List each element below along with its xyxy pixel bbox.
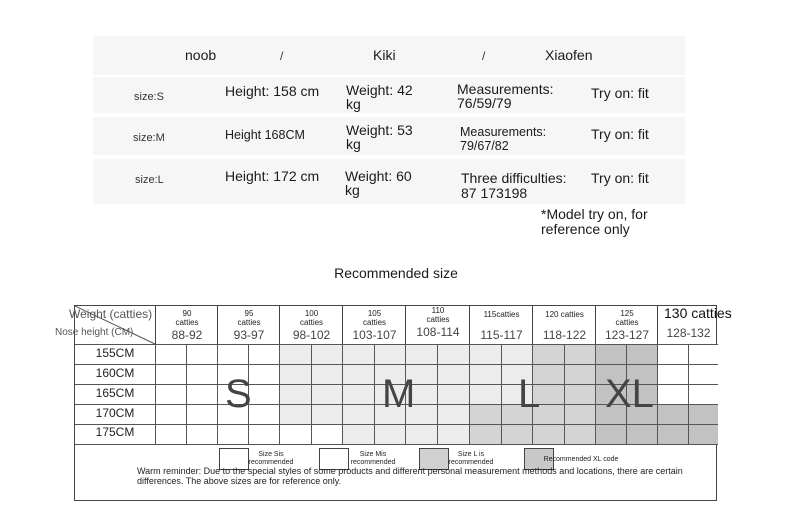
grid-cell	[657, 424, 688, 444]
weight-range: 108-114	[416, 325, 460, 339]
height-170: 170CM	[95, 406, 135, 420]
grid-cell	[279, 364, 311, 384]
grid-cell	[279, 404, 311, 424]
height-175: 175CM	[95, 425, 135, 439]
weight-unit: catties	[175, 318, 199, 327]
weight-value: 130 catties	[664, 305, 732, 321]
weight-axis-label: Weight (catties)	[69, 307, 153, 321]
model-names-row	[93, 36, 685, 75]
weight-col-120	[532, 306, 596, 344]
zone-label-m: M	[382, 372, 416, 416]
model-note: *Model try on, for reference only	[541, 206, 648, 237]
weight-unit: catties	[237, 318, 261, 327]
grid-cell	[186, 344, 217, 364]
grid-cell	[657, 404, 688, 424]
model-row-l	[93, 159, 685, 204]
grid-cell	[501, 424, 532, 444]
height-value: Height: 172 cm	[225, 168, 320, 184]
weight-value: Weight: 53 kg	[346, 122, 413, 152]
weight-col-125	[595, 306, 658, 344]
try-on-value: Try on: fit	[591, 85, 649, 101]
weight-value: 120 catties	[545, 310, 584, 319]
grid-cell	[155, 404, 186, 424]
grid-cell	[311, 364, 342, 384]
weight-value: 125	[620, 309, 634, 318]
grid-cell	[186, 424, 217, 444]
grid-cell	[405, 344, 437, 364]
weight-unit: catties	[362, 318, 387, 327]
model-name-2: Kiki	[373, 47, 396, 63]
weight-range: 103-107	[352, 328, 397, 342]
grid-cell	[437, 384, 469, 404]
grid-cell	[279, 384, 311, 404]
grid-cell	[564, 364, 595, 384]
grid-cell	[342, 424, 374, 444]
grid-cell	[688, 404, 718, 424]
grid-cell	[626, 424, 657, 444]
grid-cell	[437, 364, 469, 384]
grid-cell	[248, 404, 279, 424]
row-divider	[75, 364, 155, 365]
weight-value: 115catties	[483, 310, 520, 319]
row-divider	[75, 424, 155, 425]
weight-col-130	[657, 305, 732, 344]
height-axis-label: Nose height (CM)	[55, 327, 134, 338]
grid-cell	[564, 424, 595, 444]
grid-cell	[155, 364, 186, 384]
grid-cell	[688, 344, 718, 364]
grid-cell	[469, 364, 501, 384]
weight-value: Weight: 42 kg	[346, 82, 413, 112]
grid-cell	[437, 404, 469, 424]
grid-cell	[657, 364, 688, 384]
row-divider	[75, 384, 155, 385]
grid-bottom-line	[75, 444, 718, 445]
weight-col-95	[217, 306, 280, 344]
weight-value: 100	[304, 309, 319, 318]
legend-label-s: Size Sis recommended	[248, 451, 294, 466]
weight-unit: catties	[299, 318, 324, 327]
weight-col-105	[342, 306, 406, 344]
height-value: Height 168CM	[225, 128, 305, 142]
grid-cell	[501, 344, 532, 364]
weight-range: 118-122	[542, 328, 587, 342]
grid-cell	[342, 344, 374, 364]
weight-col-110	[405, 306, 470, 344]
grid-cell	[564, 384, 595, 404]
model-name-3: Xiaofen	[545, 47, 593, 63]
weight-col-100	[279, 306, 343, 344]
size-label: size:L	[135, 174, 164, 186]
weight-value: 90	[182, 309, 192, 318]
try-on-value: Try on: fit	[591, 126, 649, 142]
zone-label-l: L	[518, 372, 541, 416]
grid-cell	[532, 344, 564, 364]
grid-cell	[469, 404, 501, 424]
model-row-s	[93, 77, 685, 113]
legend-label-l: Size L is recommended	[448, 451, 494, 466]
grid-cell	[688, 384, 718, 404]
row-divider	[75, 344, 155, 345]
grid-cell	[595, 344, 626, 364]
weight-range: 93-97	[233, 328, 265, 342]
grid-cell	[311, 424, 342, 444]
model-name-1: noob	[185, 47, 217, 63]
grid-cell	[311, 344, 342, 364]
weight-unit: catties	[426, 315, 450, 324]
grid-cell	[564, 404, 595, 424]
weight-range: 98-102	[292, 328, 331, 342]
grid-cell	[342, 364, 374, 384]
grid-cell	[595, 424, 626, 444]
height-value: Height: 158 cm	[225, 83, 320, 99]
weight-unit: catties	[615, 318, 639, 327]
grid-cell	[688, 364, 718, 384]
zone-label-s: S	[225, 372, 252, 416]
weight-value: 95	[244, 309, 254, 318]
size-label: size:M	[133, 132, 165, 144]
zone-label-xl: XL	[605, 372, 654, 416]
grid-cell	[311, 384, 342, 404]
grid-cell	[469, 344, 501, 364]
grid-cell	[437, 424, 469, 444]
height-155: 155CM	[95, 346, 135, 360]
weight-value: Weight: 60 kg	[345, 168, 412, 198]
grid-cell	[311, 404, 342, 424]
grid-cell	[155, 344, 186, 364]
recommended-size-title: Recommended size	[334, 265, 458, 281]
weight-value: 105	[367, 309, 382, 318]
grid-cell	[248, 364, 279, 384]
grid-cell	[155, 424, 186, 444]
grid-cell	[217, 424, 248, 444]
grid-cell	[564, 344, 595, 364]
grid-cell	[688, 424, 718, 444]
legend-label-xl: Recommended XL code	[543, 456, 619, 463]
weight-col-90	[155, 306, 218, 344]
grid-cell	[186, 404, 217, 424]
weight-range: 115-117	[480, 328, 523, 342]
grid-cell	[469, 424, 501, 444]
grid-cell	[657, 344, 688, 364]
size-label: size:S	[134, 91, 164, 103]
size-chart	[55, 305, 732, 501]
grid-cell	[342, 384, 374, 404]
grid-cell	[469, 384, 501, 404]
weight-range: 128-132	[666, 326, 711, 340]
warm-reminder: Warm reminder: Due to the special styles of some products and different personal measurement methods and locations, there are certain differences. The above sizes are for reference only.	[137, 466, 683, 486]
grid-cell	[248, 424, 279, 444]
grid-cell	[248, 384, 279, 404]
model-row-m	[93, 117, 685, 155]
separator-2: /	[482, 49, 486, 63]
separator-1: /	[280, 49, 284, 63]
measurements-value: Three difficulties: 87 173198	[461, 170, 567, 201]
grid-cell	[342, 404, 374, 424]
measurements-value: Measurements: 76/59/79	[457, 81, 554, 111]
grid-cell	[217, 344, 248, 364]
height-160: 160CM	[95, 366, 135, 380]
grid-cell	[279, 424, 311, 444]
grid-cell	[626, 344, 657, 364]
legend-label-m: Size Mis recommended	[350, 451, 396, 466]
grid-cell	[437, 344, 469, 364]
grid-cell	[248, 344, 279, 364]
height-165: 165CM	[95, 386, 135, 400]
grid-cell	[532, 424, 564, 444]
grid-cell	[405, 424, 437, 444]
try-on-value: Try on: fit	[591, 170, 649, 186]
grid-cell	[374, 424, 405, 444]
weight-col-115	[469, 306, 533, 344]
grid-cell	[186, 364, 217, 384]
weight-value: 110	[431, 306, 445, 315]
grid-cell	[279, 344, 311, 364]
row-divider	[75, 404, 155, 405]
weight-range: 88-92	[171, 328, 203, 342]
model-fit-table	[93, 36, 685, 204]
weight-range: 123-127	[604, 328, 650, 342]
grid-cell	[155, 384, 186, 404]
grid-cell	[657, 384, 688, 404]
grid-cell	[374, 344, 405, 364]
grid-cell	[186, 384, 217, 404]
measurements-value: Measurements: 79/67/82	[460, 125, 547, 153]
